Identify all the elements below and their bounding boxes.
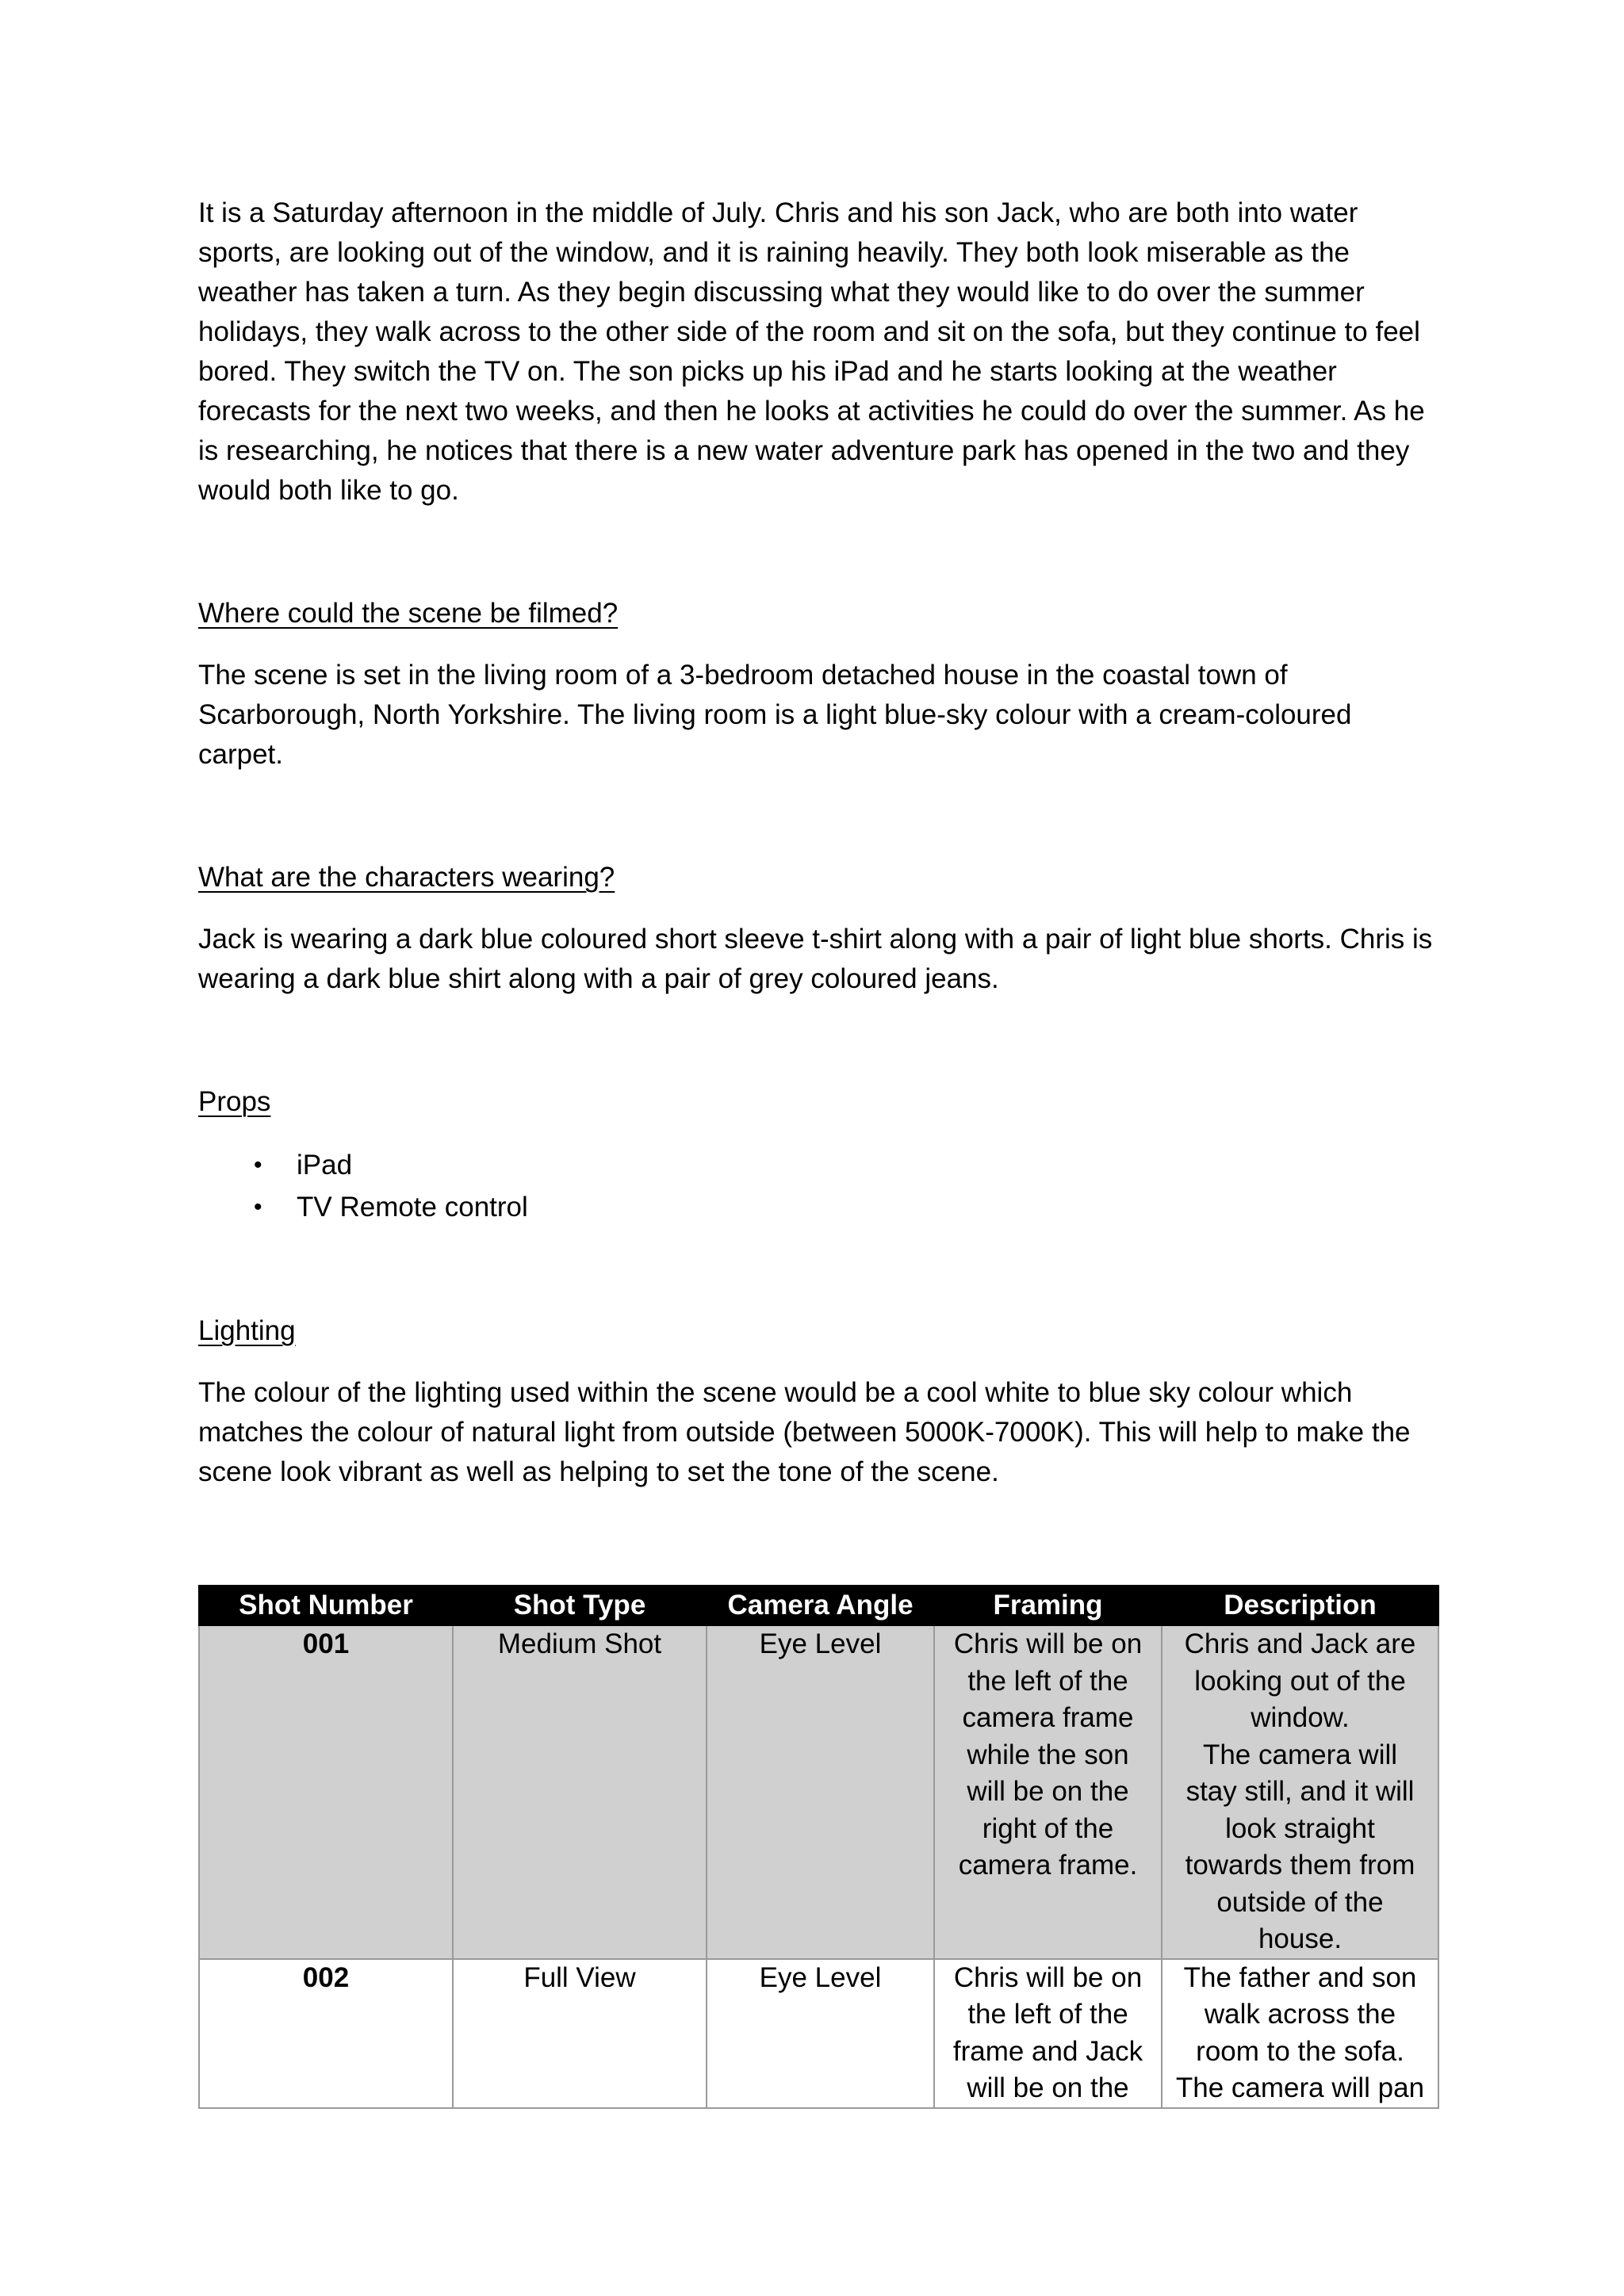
costume-line: Jack is wearing a dark blue coloured short sleeve t-shirt along with a pair of light blue shorts. Chris is — [198, 924, 1433, 955]
camera-angle-cell: Eye Level — [707, 1959, 934, 2108]
framing-line: will be on the — [967, 2072, 1129, 2103]
framing-line: Chris will be on — [953, 1961, 1143, 1993]
column-header-shot-type: Shot Type — [453, 1586, 707, 1625]
column-header-camera-angle: Camera Angle — [707, 1586, 934, 1625]
description-line: The camera will pan — [1175, 2072, 1425, 2103]
framing-line: while the son — [967, 1739, 1129, 1770]
framing-line: will be on the — [967, 1776, 1129, 1807]
intro-line: is researching, he notices that there is a new water adventure park has opened in the two and they — [198, 435, 1410, 466]
props-item-label: TV Remote control — [297, 1192, 528, 1223]
description-line: The father and son — [1183, 1961, 1417, 1993]
intro-line: forecasts for the next two weeks, and then he looks at activities he could do over the summer. As he — [198, 396, 1425, 427]
location-line: carpet. — [198, 739, 283, 770]
props-list-item — [198, 1144, 1437, 1186]
column-header-framing: Framing — [934, 1586, 1162, 1625]
lighting-paragraph — [198, 1373, 1437, 1492]
framing-line: camera frame. — [958, 1850, 1138, 1881]
description-line: Chris and Jack are — [1184, 1628, 1416, 1659]
column-header-description: Description — [1162, 1586, 1438, 1625]
framing-line: the left of the — [967, 1665, 1128, 1697]
description-line: stay still, and it will — [1185, 1776, 1415, 1807]
shot-type-cell: Full View — [453, 1959, 707, 2108]
column-header-shot-number: Shot Number — [199, 1586, 453, 1625]
bullet-icon: • — [254, 1194, 262, 1220]
framing-line: camera frame — [962, 1702, 1134, 1733]
intro-paragraph — [198, 193, 1437, 511]
shot-number-cell: 001 — [199, 1625, 453, 1959]
description-cell — [1162, 1959, 1438, 2108]
framing-line: right of the — [982, 1812, 1114, 1844]
framing-cell — [934, 1625, 1162, 1959]
description-line: look straight — [1225, 1812, 1375, 1844]
description-line: house. — [1258, 1923, 1342, 1954]
intro-line: weather has taken a turn. As they begin discussing what they would like to do over the summer — [198, 277, 1365, 308]
framing-line: the left of the — [967, 1999, 1128, 2030]
location-heading: Where could the scene be filmed? — [198, 598, 619, 629]
lighting-line: scene look vibrant as well as helping to set the tone of the scene. — [198, 1456, 999, 1487]
description-cell — [1162, 1625, 1438, 1959]
table-row — [199, 1959, 1438, 2108]
description-line: looking out of the — [1194, 1665, 1406, 1697]
costume-paragraph — [198, 920, 1437, 999]
shot-type-cell: Medium Shot — [453, 1625, 707, 1959]
document-page — [198, 193, 1437, 1492]
location-line: The scene is set in the living room of a 3-bedroom detached house in the coastal town of — [198, 660, 1288, 691]
intro-line: bored. They switch the TV on. The son picks up his iPad and he starts looking at the weather — [198, 356, 1337, 387]
description-line: outside of the — [1216, 1886, 1384, 1918]
description-line: The camera will — [1202, 1739, 1398, 1770]
bullet-icon: • — [254, 1152, 262, 1178]
props-item-label: iPad — [297, 1150, 353, 1181]
framing-cell — [934, 1959, 1162, 2108]
intro-line: sports, are looking out of the window, and it is raining heavily. They both look miserable as the — [198, 237, 1350, 268]
framing-line: frame and Jack — [952, 2035, 1143, 2067]
costume-line: wearing a dark blue shirt along with a pair of grey coloured jeans. — [198, 963, 999, 994]
intro-line: holidays, they walk across to the other side of the room and sit on the sofa, but they continue to feel — [198, 316, 1420, 347]
lighting-line: matches the colour of natural light from outside (between 5000K-7000K). This will help to make the — [198, 1417, 1411, 1448]
description-line: room to the sofa. — [1196, 2035, 1404, 2067]
camera-angle-cell: Eye Level — [707, 1625, 934, 1959]
lighting-line: The colour of the lighting used within the scene would be a cool white to blue sky colour which — [198, 1377, 1353, 1408]
description-line: walk across the — [1204, 1999, 1396, 2030]
props-list-item — [198, 1186, 1437, 1228]
lighting-heading: Lighting — [198, 1315, 296, 1346]
description-line: window. — [1251, 1702, 1350, 1733]
table-row — [199, 1625, 1438, 1959]
intro-line: would both like to go. — [198, 475, 459, 506]
location-line: Scarborough, North Yorkshire. The living room is a light blue-sky colour with a cream-coloured — [198, 699, 1352, 730]
table-header-row — [199, 1586, 1438, 1625]
description-line: towards them from — [1185, 1850, 1415, 1881]
props-list — [198, 1144, 1437, 1228]
costume-heading: What are the characters wearing? — [198, 862, 615, 893]
shot-list-table — [198, 1585, 1439, 2109]
shot-number-cell: 002 — [199, 1959, 453, 2108]
intro-line: It is a Saturday afternoon in the middle of July. Chris and his son Jack, who are both into water — [198, 197, 1358, 228]
framing-line: Chris will be on — [953, 1628, 1143, 1659]
props-heading: Props — [198, 1086, 271, 1117]
location-paragraph — [198, 656, 1437, 775]
